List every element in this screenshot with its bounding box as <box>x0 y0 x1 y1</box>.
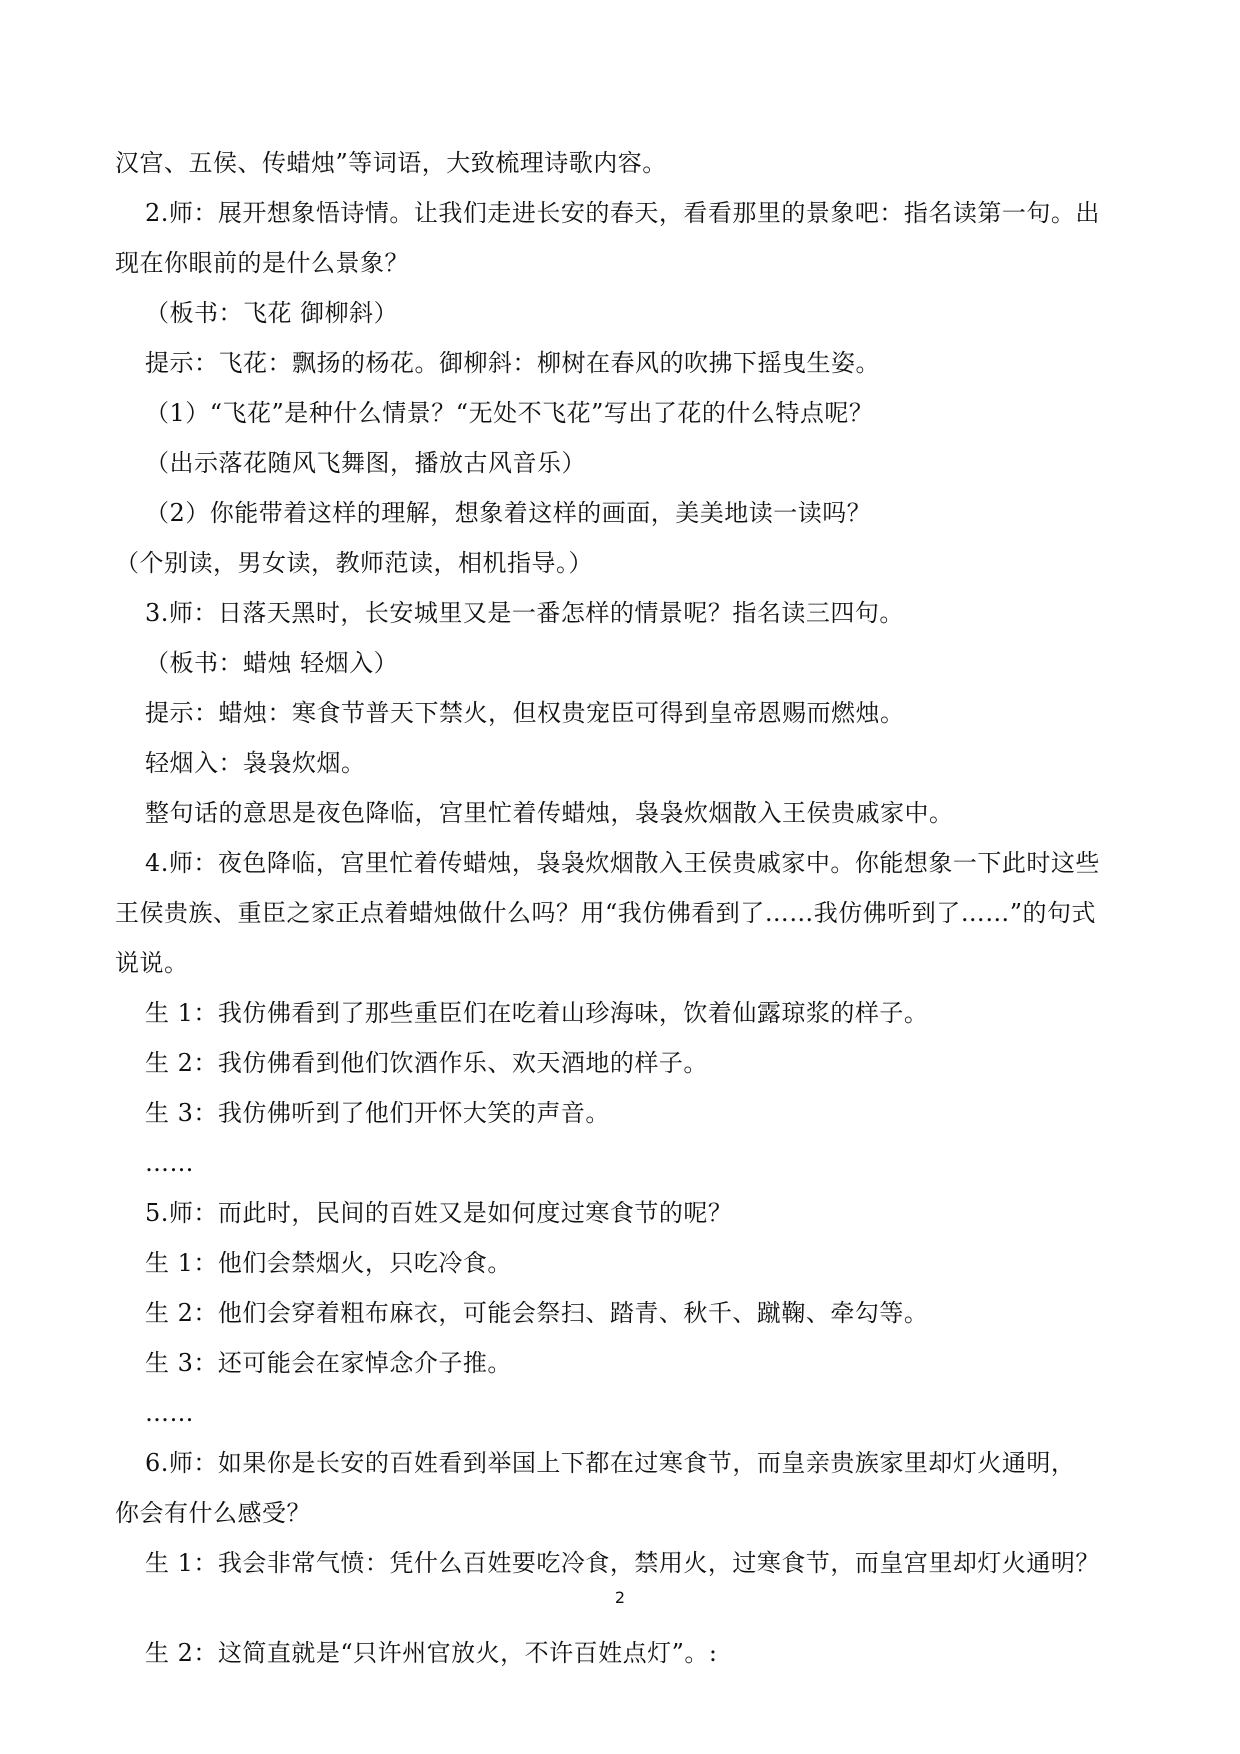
text-line-14: 整句话的意思是夜色降临，宫里忙着传蜡烛，袅袅炊烟散入王侯贵戚家中。 <box>145 799 954 827</box>
text-line-30: 生 2：这简直就是“只许州官放火，不许百姓点灯”。: <box>145 1639 718 1667</box>
text-line-19: 生 2：我仿佛看到他们饮酒作乐、欢天酒地的样子。 <box>145 1049 708 1077</box>
text-line-1: 汉宫、五侯、传蜡烛”等词语，大致梳理诗歌内容。 <box>115 149 667 177</box>
text-line-29: 生 1：我会非常气愤：凭什么百姓要吃冷食，禁用火，过寒食节，而皇宫里却灯火通明？ <box>145 1549 1100 1577</box>
text-line-25: 生 3：还可能会在家悼念介子推。 <box>145 1349 512 1377</box>
text-line-18: 生 1：我仿佛看到了那些重臣们在吃着山珍海味，饮着仙露琼浆的样子。 <box>145 999 929 1027</box>
page-number: 2 <box>614 1588 626 1607</box>
text-line-27: 6.师：如果你是长安的百姓看到举国上下都在过寒食节，而皇亲贵族家里却灯火通明， <box>145 1449 1076 1477</box>
text-line-4: （板书：飞花 御柳斜） <box>145 299 399 327</box>
text-line-20: 生 3：我仿佛听到了他们开怀大笑的声音。 <box>145 1099 610 1127</box>
text-line-26: …… <box>145 1399 194 1427</box>
text-line-28: 你会有什么感受？ <box>115 1499 311 1527</box>
text-line-22: 5.师：而此时，民间的百姓又是如何度过寒食节的呢？ <box>145 1199 733 1227</box>
text-line-11: （板书：蜡烛 轻烟入） <box>145 649 399 677</box>
text-line-3: 现在你眼前的是什么景象？ <box>115 249 409 277</box>
text-line-15: 4.师：夜色降临，宫里忙着传蜡烛，袅袅炊烟散入王侯贵戚家中。你能想象一下此时这些 <box>145 849 1100 877</box>
text-line-23: 生 1：他们会禁烟火，只吃冷食。 <box>145 1249 512 1277</box>
text-line-8: （2）你能带着这样的理解，想象着这样的画面，美美地读一读吗？ <box>145 499 872 527</box>
text-line-2: 2.师：展开想象悟诗情。让我们走进长安的春天，看看那里的景象吧：指名读第一句。出 <box>145 199 1100 227</box>
text-line-24: 生 2：他们会穿着粗布麻衣，可能会祭扫、踏青、秋千、蹴鞠、牵勾等。 <box>145 1299 929 1327</box>
text-line-21: …… <box>145 1149 194 1177</box>
text-line-16: 王侯贵族、重臣之家正点着蜡烛做什么吗？用“我仿佛看到了……我仿佛听到了……”的句式 <box>115 899 1097 927</box>
text-line-12: 提示：蜡烛：寒食节普天下禁火，但权贵宠臣可得到皇帝恩赐而燃烛。 <box>145 699 905 727</box>
text-line-7: （出示落花随风飞舞图，播放古风音乐） <box>145 449 586 477</box>
text-line-13: 轻烟入：袅袅炊烟。 <box>145 749 366 777</box>
text-line-17: 说说。 <box>115 949 189 977</box>
text-line-9: （个别读，男女读，教师范读，相机指导。） <box>115 549 593 577</box>
text-line-5: 提示：飞花：飘扬的杨花。御柳斜：柳树在春风的吹拂下摇曳生姿。 <box>145 349 880 377</box>
text-line-6: （1）“飞花”是种什么情景？“无处不飞花”写出了花的什么特点呢？ <box>145 399 874 427</box>
text-line-10: 3.师：日落天黑时，长安城里又是一番怎样的情景呢？指名读三四句。 <box>145 599 904 627</box>
